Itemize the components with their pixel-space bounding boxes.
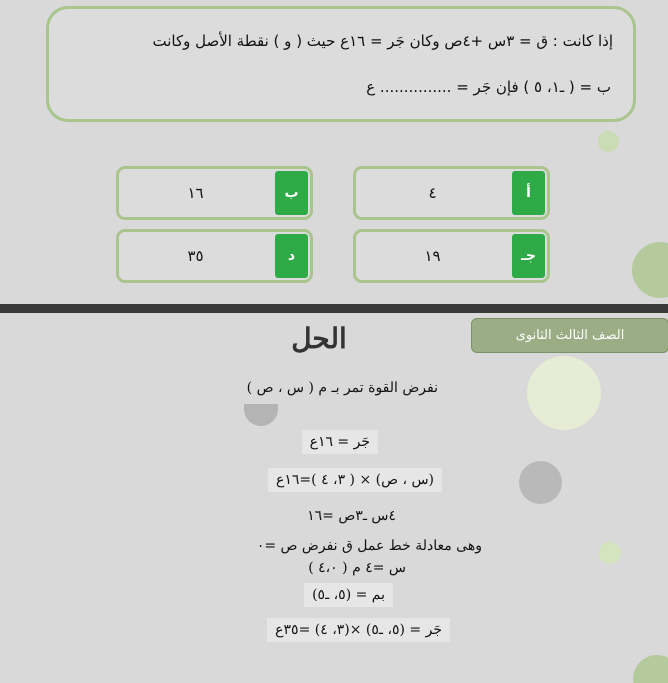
option-value: ١٩ <box>424 247 441 265</box>
solution-line: نفرض القوة تمر بـ م ( س ، ص ) <box>246 380 438 396</box>
decor-circle <box>527 356 601 430</box>
decor-circle <box>599 542 621 564</box>
decor-circle <box>632 242 668 298</box>
question-box <box>46 6 636 122</box>
question-text-line1: إذا كانت : ق = ٣س +٤ص وكان جَر = ١٦ع حيث ( و ) نقطة الأصل وكانت <box>152 32 613 50</box>
option-value: ٤ <box>428 184 437 202</box>
decor-circle <box>519 461 562 504</box>
solution-title: الحل <box>291 322 347 355</box>
solution-line: (س ، ص) × ( ٣، ٤ )=١٦ع <box>268 468 442 492</box>
option-d[interactable] <box>116 229 313 283</box>
option-letter-badge: أ <box>512 171 545 215</box>
option-c[interactable] <box>353 229 550 283</box>
option-b[interactable] <box>116 166 313 220</box>
decor-circle <box>244 404 278 426</box>
solution-line: بم = (٥، ـ٥) <box>304 583 393 607</box>
question-text-line2: ب = ( ـ١، ٥ ) فإن جَر = ............... ع <box>366 78 611 96</box>
solution-line: وهى معادلة خط عمل ق نفرض ص =٠ <box>256 538 482 554</box>
grade-badge: الصف الثالث الثانوى <box>471 318 668 353</box>
solution-line: ٤س ـ٣ص =١٦ <box>307 508 396 524</box>
solution-line: جَر = (٥، ـ٥) ×(٣، ٤) =٣٥ع <box>267 618 450 642</box>
decor-circle <box>598 131 619 152</box>
decor-circle <box>633 655 668 683</box>
section-divider <box>0 304 668 313</box>
option-letter-badge: ب <box>275 171 308 215</box>
option-letter-badge: جـ <box>512 234 545 278</box>
solution-line: جَر = ١٦ع <box>302 430 378 454</box>
option-letter-badge: د <box>275 234 308 278</box>
option-a[interactable] <box>353 166 550 220</box>
option-value: ١٦ <box>187 184 204 202</box>
solution-line: س =٤ م ( ٤،٠ ) <box>308 560 406 576</box>
option-value: ٣٥ <box>187 247 204 265</box>
